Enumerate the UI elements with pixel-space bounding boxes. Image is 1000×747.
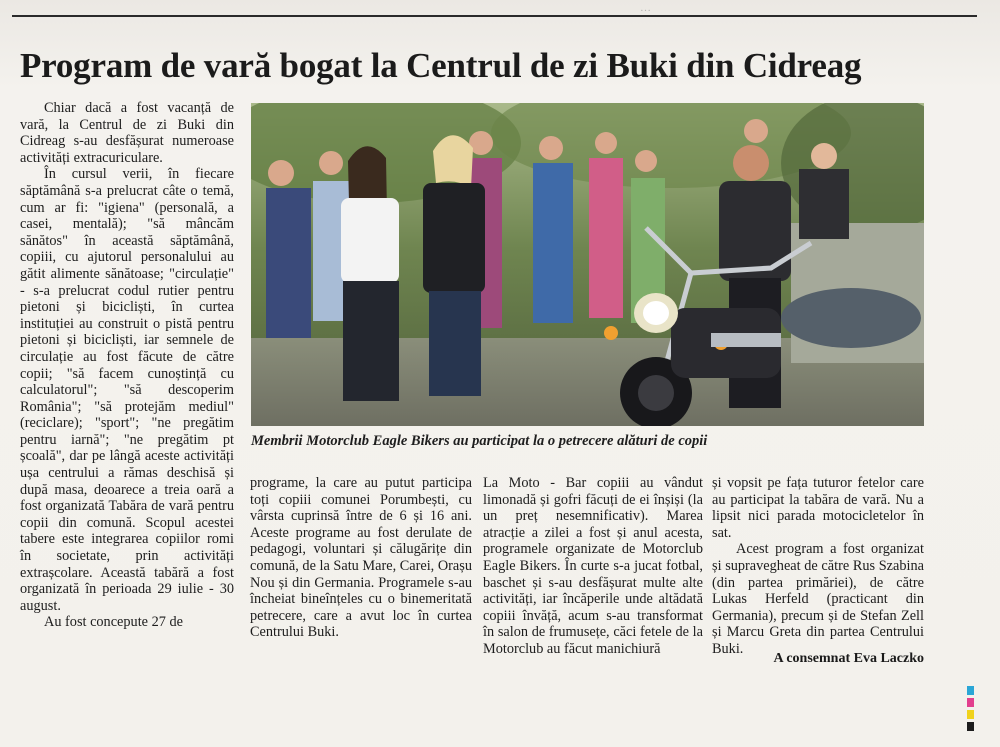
column-3 [483, 475, 703, 658]
article-headline: Program de vară bogat la Centrul de zi Buki din Cidreag [20, 46, 862, 85]
article-byline: A consemnat Eva Laczko [773, 651, 924, 666]
paragraph: și vopsit pe fața tuturor fetelor care au participat la tabăra de vară. Nu a lipsit nici parada motocicletelor în sat. [712, 475, 924, 541]
photo-motorclub-children [251, 103, 924, 426]
top-rule [12, 15, 977, 17]
registration-marks [967, 686, 977, 734]
paragraph: Chiar dacă a fost vacanță de vară, la Centrul de zi Buki din Cidreag s-au desfășurat numeroase activități extracuriculare. [20, 100, 234, 166]
yellow-mark [967, 710, 974, 719]
cyan-mark [967, 686, 974, 695]
magenta-mark [967, 698, 974, 707]
paragraph: programe, la care au putut participa toți copiii comunei Porumbești, cu vârsta cuprinsă între de 6 și 16 ani. Aceste programe au fost derulate de pedagogi, voluntari și călugărițe din comună, de la Satu Mare, Carei, Orașu Nou și din Germania. Programele s-au încheiat bineînțeles cu o binemeritată petrecere, care a avut loc în curtea Centrului Buki. [250, 475, 472, 641]
column-1 [20, 100, 234, 631]
column-4 [712, 475, 924, 658]
paragraph: Acest program a fost organizat și supravegheat de către Rus Szabina (din partea primăriei), de către Lukas Herfeld (practicant din Germania), precum și de Stefan Zell și Marcu Greta din partea Centrului Buki. [712, 541, 924, 657]
paragraph: Au fost concepute 27 de [44, 614, 183, 631]
article-photo [251, 103, 924, 426]
column-2 [250, 475, 472, 641]
paragraph: În cursul verii, în fiecare săptămână s-a prelucrat câte o temă, cum ar fi: "igiena" (personală, a casei, mentală); "să mâncăm sănătos" în această săptămână, copiii, cu ajutorul personalului au gătit alimente sănătoase; "circulație" - s-a prelucrat codul rutier pentru pietoni și bicicliști, în curtea instituției au construit o pistă pentru pietoni și bicicliști, iar semnele de circulație au fost făcute de către copii; "să facem cunoștință cu calculatorul"; "să descoperim România"; "să protejăm mediul" (reciclare); "sport"; "ne pregătim pentru iarnă"; "ne pregătim pt școală", dar pe lângă aceste activități ușa centrului a rămas deschisă și după masa, deoarece a treia oară a fost organizată Tabăra de vară pentru copii din comună. Scopul acestei tabere este integrarea copiilor romi în societate, prin activități extrașcolare. Această tabără a fost organizată în perioada 29 iulie - 30 august. [20, 166, 234, 614]
paragraph: La Moto - Bar copiii au vândut limonadă și gofri făcuți de ei înșiși (la un preț nesemnificativ). Marea atracție a zilei a fost și anul acesta, programele organizate de Motorclub Eagle Bikers. În curte s-a jucat fotbal, baschet și s-au desfășurat multe alte activități, iar încăperile unde altădată copiii învăță, acum s-au transformat în salon de frumusețe, căci fetele de la Motorclub au făcut manichiură [483, 475, 703, 657]
photo-caption: Membrii Motorclub Eagle Bikers au participat la o petrecere alături de copii [251, 433, 708, 449]
bleed-through-text: … [640, 2, 652, 14]
black-mark [967, 722, 974, 731]
